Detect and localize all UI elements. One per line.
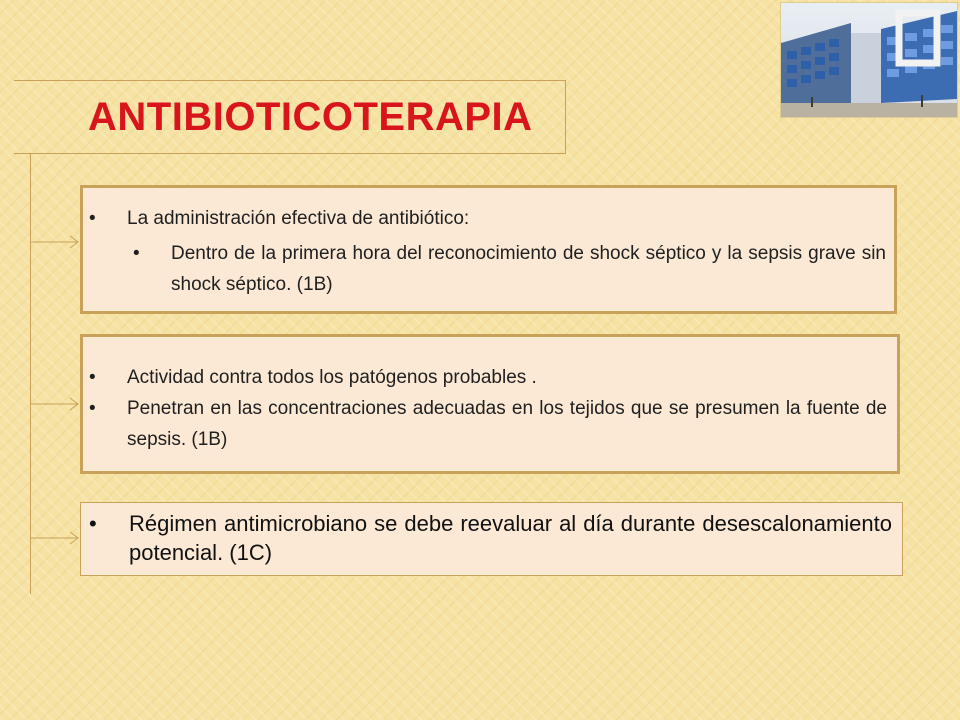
connector-arrow-icon — [30, 530, 82, 546]
connector-arrow-icon — [30, 396, 82, 412]
hospital-building-photo — [780, 2, 958, 118]
content-box-3 — [80, 502, 903, 576]
bullet-item: • Régimen antimicrobiano se debe reevaluar al día durante desescalonamiento potencial. (1C) — [129, 509, 892, 567]
content-box-2 — [80, 334, 900, 474]
sub-bullet-item: • Dentro de la primera hora del reconocimiento de shock séptico y la sepsis grave sin shock séptico. (1B) — [171, 238, 886, 300]
slide-title: ANTIBIOTICOTERAPIA — [88, 95, 533, 139]
bullet-item: • Actividad contra todos los patógenos probables . — [127, 362, 887, 393]
bullet-item: • La administración efectiva de antibiótico: — [127, 208, 469, 230]
bullet-item: • Penetran en las concentraciones adecuadas en los tejidos que se presumen la fuente de sepsis. (1B) — [127, 393, 887, 455]
connector-line — [30, 154, 31, 594]
content-box-1 — [80, 185, 897, 314]
connector-arrow-icon — [30, 234, 82, 250]
